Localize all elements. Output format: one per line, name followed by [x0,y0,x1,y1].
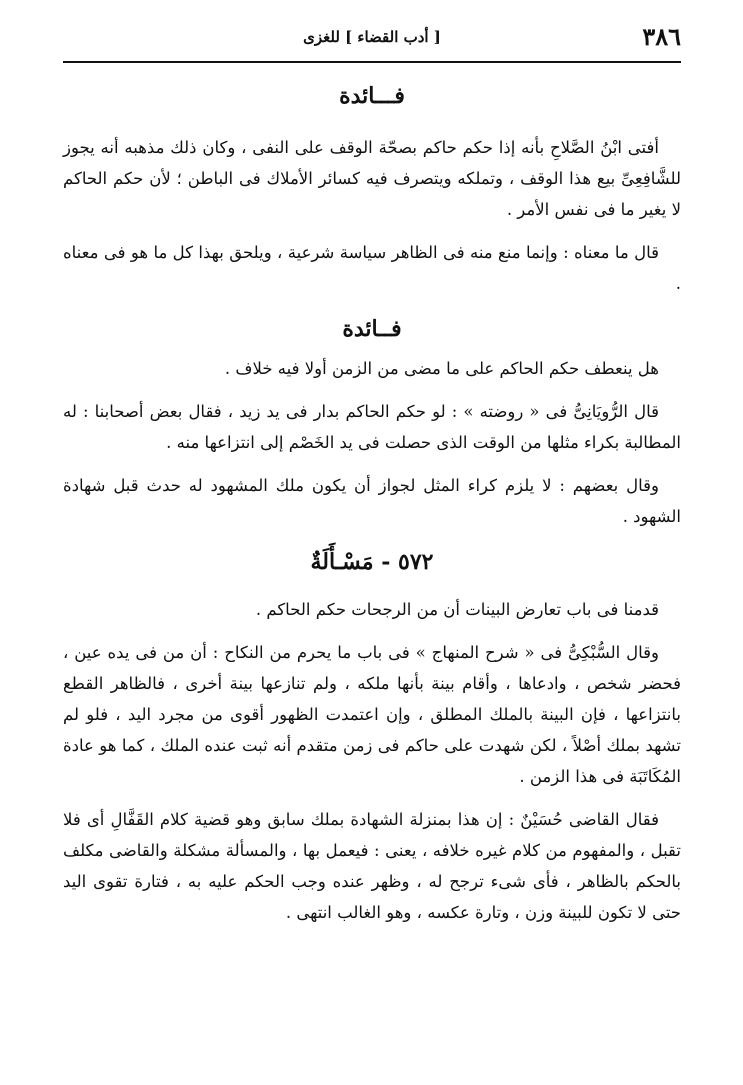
body-text [63,76,681,940]
paragraph: قال ما معناه : وإنما منع منه فى الظاهر سياسة شرعية ، ويلحق بهذا كل ما هو فى معناه . [63,243,681,293]
paragraph: وقال السُّبْكِىُّ فى « شرح المنهاج » فى باب ما يحرم من النكاح : أن من فى يده عين ، فحضر شخص ، وادعاها ، وأقام بينة بأنها ملكه ، ولم تنازعها بينة أخرى ، فالظاهر القطع بانتزاعها ، فإن البينة بالملك المطلق ، وإن اعتمدت الظهور أقوى من مجرد اليد ، فلو لم تشهد بملك أصْلاً ، لكن شهدت على حاكم فى زمن متقدم أنه ثبت عنده الملك ، كما هو عادة المُكَاتَبَة فى هذا الزمن . [63,643,681,786]
paragraph: قال الرُّويَانِىُّ فى « روضته » : لو حكم الحاكم بدار فى يد زيد ، فقال بعض أصحابنا : له المطالبة بكراء مثلها من الوقت الذى حصلت فى يد الخَصْم إلى انتزاعها منه . [63,402,681,452]
paragraph: قدمنا فى باب تعارض البينات أن من الرجحات حكم الحاكم . [255,600,659,619]
section-heading-fa2ida-2: فــائدة [342,316,402,342]
paragraph: فقال القاضى حُسَيْنٌ : إن هذا بمنزلة الشهادة بملك سابق وهو قضية كلام القَفَّالِ أى فلا تقبل ، والمفهوم من كلام غيره خلافه ، يعنى : فيعمل بها ، والمسألة مشكلة والقاضى مكلف بالحكم بالظاهر ، فأى شىء ترجح له ، وظهر عنده وجب الحكم عليه به ، فتارة تقوى اليد حتى لا تكون للبينة وزن ، وتارة عكسه ، وهو الغالب انتهى . [63,810,681,922]
header-rule [63,61,681,63]
paragraph: وقال بعضهم : لا يلزم كراء المثل لجواز أن يكون ملك المشهود له حدث قبل شهادة الشهود . [63,476,681,526]
page-number: ٣٨٦ [642,22,681,51]
running-head [63,22,681,52]
running-title: [ أدب القضاء ] للغزى [303,28,441,46]
paragraph: أفتى ابْنُ الصَّلاحِ بأنه إذا حكم حاكم بصحّة الوقف على النفى ، وكان ذلك مذهبه أنه يجوز للشَّافِعِىِّ بيع هذا الوقف ، وتملكه ويتصرف فيه كسائر الأملاك فى الباطن ؛ لأن حكم الحاكم لا يغير ما فى نفس الأمر . [63,138,681,219]
paragraph: هل ينعطف حكم الحاكم على ما مضى من الزمن أولا فيه خلاف . [224,359,659,378]
section-heading-fa2ida-1: فـــائدة [339,83,405,109]
section-heading-mas2ala-572: ٥٧٢ - مَسْـأَلَةٌ [310,549,434,575]
